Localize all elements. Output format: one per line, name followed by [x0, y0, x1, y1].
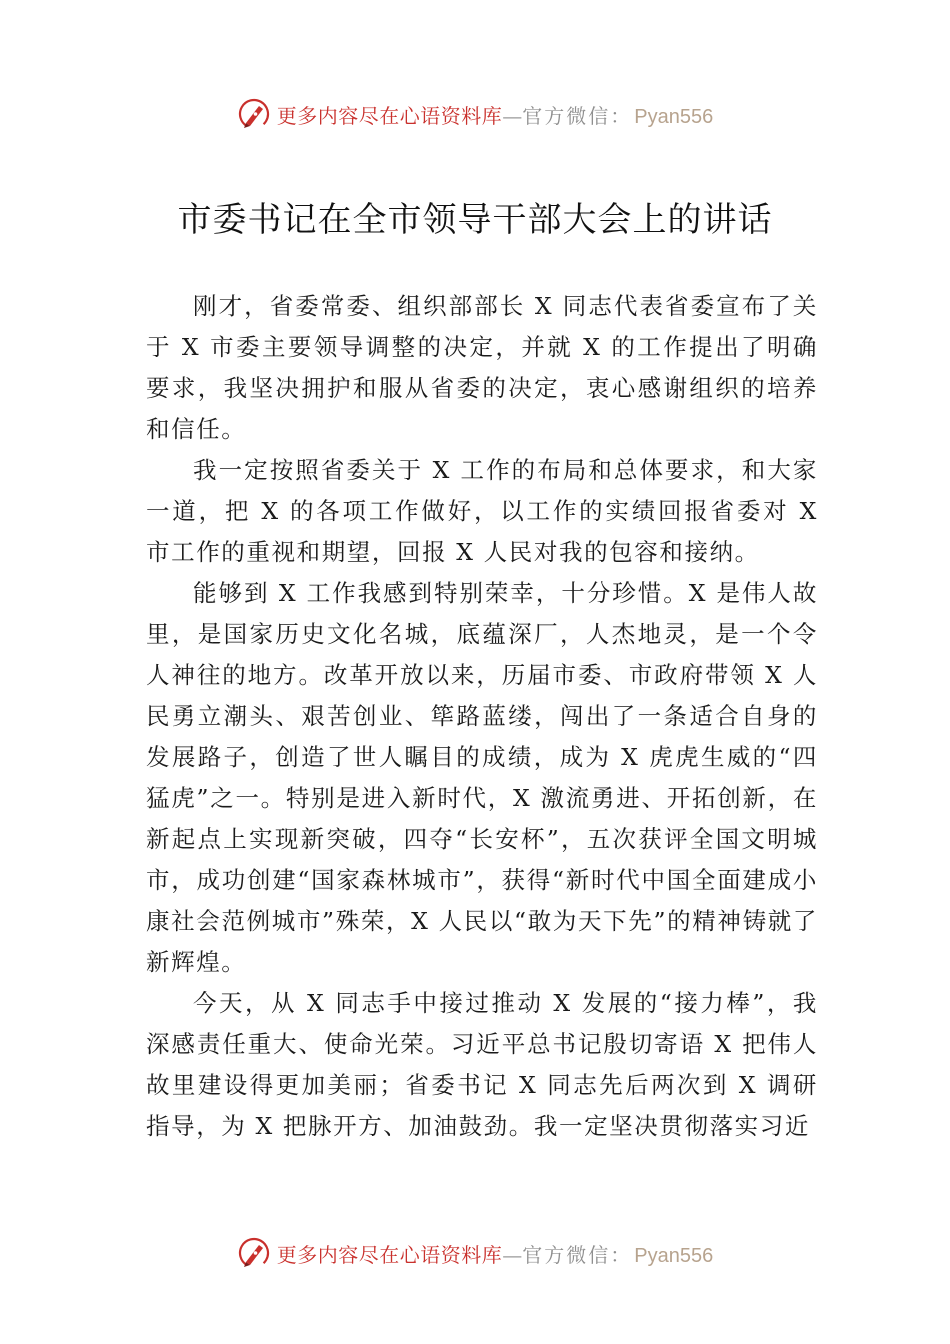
- watermark-main-text: 更多内容尽在心语资料库: [276, 103, 503, 128]
- paragraph-4: 今天，从 X 同志手中接过推动 X 发展的“接力棒”，我深感责任重大、使命光荣。习近平总书记殷切寄语 X 把伟人故里建设得更加美丽；省委书记 X 同志先后两次到 X 调研指导，为 X 把脉开方、加油鼓劲。我一定坚决贯彻落实习近: [146, 989, 818, 1140]
- watermark-footer: [0, 1233, 950, 1273]
- watermark-wechat-id: Pyan556: [634, 105, 714, 128]
- paragraph-1: 刚才，省委常委、组织部部长 X 同志代表省委宣布了关于 X 市委主要领导调整的决定，并就 X 的工作提出了明确要求，我坚决拥护和服从省委的决定，衷心感谢组织的培养和信任。: [146, 292, 818, 443]
- watermark-header: [0, 94, 950, 134]
- document-body: [146, 286, 818, 1147]
- document-title: 市委书记在全市领导干部大会上的讲话: [177, 200, 773, 240]
- pen-nib-logo-icon: [237, 1236, 271, 1270]
- watermark-separator: —: [502, 103, 523, 128]
- watermark-main-text: 更多内容尽在心语资料库: [276, 1242, 503, 1267]
- watermark-text: [277, 1239, 713, 1268]
- watermark-separator: —: [502, 1242, 523, 1267]
- paragraph-3: 能够到 X 工作我感到特别荣幸，十分珍惜。X 是伟人故里，是国家历史文化名城，底蕴深⼚，人杰地灵，是一个令人神往的地方。改革开放以来，历届市委、市政府带领 X 人民勇立潮头、艰苦创业、筚路蓝缕，闯出了一条适合自身的发展路子，创造了世人瞩目的成绩，成为 X 虎虎生威的“四猛虎”之一。特别是进入新时代，X 激流勇进、开拓创新，在新起点上实现新突破，四夺“长安杯”，五次获评全国文明城市，成功创建“国家森林城市”，获得“新时代中国全面建成小康社会范例城市”殊荣，X 人民以“敢为天下先”的精神铸就了新辉煌。: [146, 579, 818, 976]
- watermark-wechat-id: Pyan556: [634, 1244, 714, 1267]
- pen-nib-logo-icon: [237, 97, 271, 131]
- watermark-text: [277, 100, 713, 129]
- paragraph-2: 我一定按照省委关于 X 工作的布局和总体要求，和大家一道，把 X 的各项工作做好，以工作的实绩回报省委对 X 市工作的重视和期望，回报 X 人民对我的包容和接纳。: [146, 456, 818, 566]
- watermark-wechat-label: 官方微信：: [522, 103, 633, 128]
- watermark-wechat-label: 官方微信：: [522, 1242, 633, 1267]
